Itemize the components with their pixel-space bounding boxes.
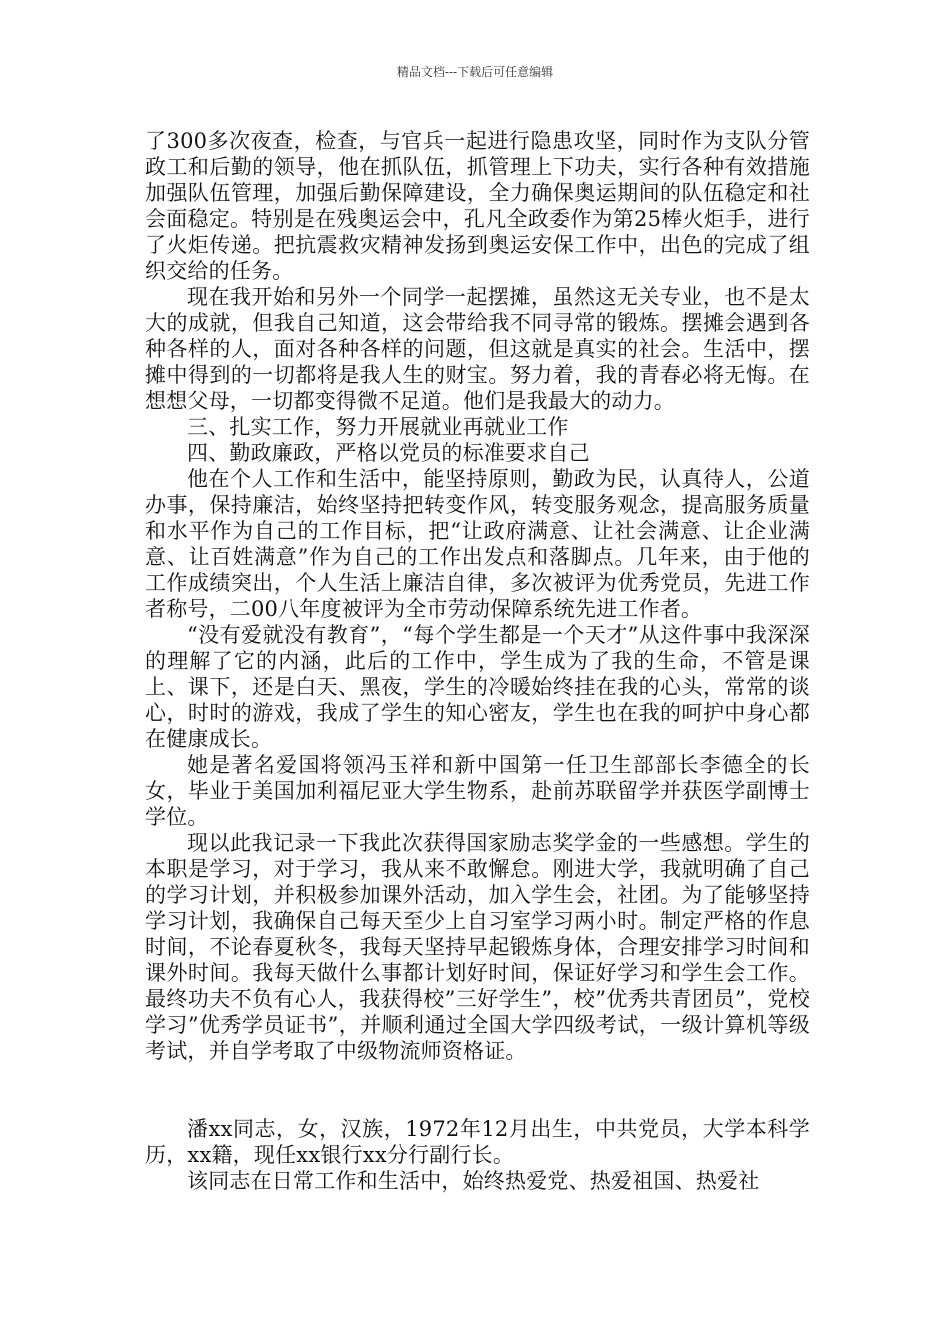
paragraph-gap-2	[145, 1090, 810, 1116]
paragraph-9: 潘xx同志，女，汉族，1972年12月出生，中共党员，大学本科学历，xx籍，现任xx银行xx分行副行长。	[145, 1117, 810, 1167]
paragraph-7: 她是著名爱国将领冯玉祥和新中国第一任卫生部部长李德全的长女，毕业于美国加利福尼亚大学生物系，赴前苏联留学并获医学副博士学位。	[145, 753, 810, 829]
paragraph-gap-1	[145, 1064, 810, 1090]
paragraph-8: 现以此我记录一下我此次获得国家励志奖学金的一些感想。学生的本职是学习，对于学习，我从来不敢懈怠。刚进大学，我就明确了自己的学习计划，并积极参加课外活动，加入学生会，社团。为了能够坚持学习计划，我确保自己每天至少上自习室学习两小时。制定严格的作息时间，不论春夏秋冬，我每天坚持早起锻炼身体，合理安排学习时间和课外时间。我每天做什么事都计划好时间，保证好学习和学生会工作。最终功夫不负有心人，我获得校”三好学生”，校”优秀共青团员”，党校学习”优秀学员证书”，并顺利通过全国大学四级考试，一级计算机等级考试，并自学考取了中级物流师资格证。	[145, 831, 810, 1063]
section-heading-4: 四、勤政廉政，严格以党员的标准要求自己	[187, 441, 590, 465]
document-body	[145, 128, 810, 1194]
paragraph-6: “没有爱就没有教育”，“每个学生都是一个天才”从这件事中我深深的理解了它的内涵，此后的工作中，学生成为了我的生命，不管是课上、课下，还是白天、黑夜，学生的冷暖始终挂在我的心头，常常的谈心，时时的游戏，我成了学生的知心密友，学生也在我的呵护中身心都在健康成长。	[145, 623, 810, 751]
paragraph-10: 该同志在日常工作和生活中，始终热爱党、热爱祖国、热爱社	[187, 1169, 760, 1193]
section-heading-3: 三、扎实工作，努力开展就业再就业工作	[187, 415, 569, 439]
paragraph-5: 他在个人工作和生活中，能坚持原则，勤政为民，认真待人，公道办事，保持廉洁，始终坚持把转变作风，转变服务观念，提高服务质量和水平作为自己的工作目标，把“让政府满意、让社会满意、让企业满意、让百姓满意”作为自己的工作出发点和落脚点。几年来，由于他的工作成绩突出，个人生活上廉洁自律，多次被评为优秀党员，先进工作者称号，二00八年度被评为全市劳动保障系统先进工作者。	[145, 467, 810, 621]
paragraph-2: 现在我开始和另外一个同学一起摆摊，虽然这无关专业，也不是太大的成就，但我自己知道，这会带给我不同寻常的锻炼。摆摊会遇到各种各样的人，面对各种各样的问题，但这就是真实的社会。生活中，摆摊中得到的一切都将是我人生的财宝。努力着，我的青春必将无悔。在想想父母，一切都变得微不足道。他们是我最大的动力。	[145, 285, 810, 413]
paragraph-1: 了300多次夜查，检查，与官兵一起进行隐患攻坚，同时作为支队分管政工和后勤的领导，他在抓队伍，抓管理上下功夫，实行各种有效措施加强队伍管理，加强后勤保障建设，全力确保奥运期间的队伍稳定和社会面稳定。特别是在残奥运会中，孔凡全政委作为第25棒火炬手，进行了火炬传递。把抗震救灾精神发扬到奥运安保工作中，出色的完成了组织交给的任务。	[145, 129, 810, 283]
page-header: 精品文档---下载后可任意编辑	[396, 65, 554, 79]
